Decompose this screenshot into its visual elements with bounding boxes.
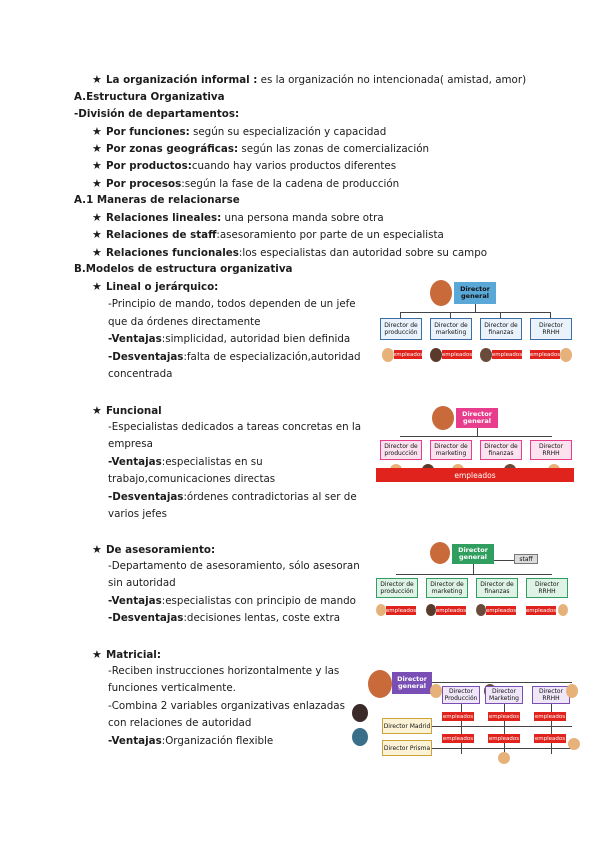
- funcional-desc: empresa: [108, 438, 153, 450]
- department-box: Director de finanzas: [476, 578, 518, 598]
- employees-box: empleados: [488, 713, 520, 720]
- department-box: Director de marketing: [426, 578, 468, 598]
- director-general-box: Director general: [392, 672, 432, 694]
- director-general-box: Director general: [456, 408, 498, 428]
- rel-item: ★ Relaciones funcionales:los especialistas dan autoridad sobre su campo: [92, 246, 488, 259]
- department-box: Director RRHH: [526, 578, 568, 598]
- employees-box: empleados: [525, 607, 557, 614]
- avatar: [476, 604, 486, 616]
- staff-box: staff: [514, 554, 538, 564]
- avatar: [430, 684, 442, 698]
- section-b-heading: B.Modelos de estructura organizativa: [74, 263, 293, 275]
- department-box: Director de finanzas: [480, 440, 522, 460]
- asesor-desc: sin autoridad: [108, 577, 176, 589]
- matricial-desc: con relaciones de autoridad: [108, 717, 252, 729]
- employees-box: empleados: [488, 735, 520, 742]
- avatar: [498, 752, 510, 764]
- rel-item: ★ Relaciones lineales: una persona manda sobre otra: [92, 211, 384, 224]
- lineal-desc: -Principio de mando, todos dependen de un jefe: [108, 298, 356, 310]
- lineal-desventajas: -Desventajas:falta de especialización,autoridad: [108, 351, 361, 363]
- department-box: Director de marketing: [430, 318, 472, 340]
- asesor-ventajas: -Ventajas:especialistas con principio de mando: [108, 595, 356, 607]
- model-asesor-title: ★ De asesoramiento:: [92, 543, 216, 556]
- funcional-desc: -Especialistas dedicados a tareas concretas en la: [108, 421, 362, 433]
- avatar: [480, 348, 492, 362]
- employees-box: empleados: [485, 607, 517, 614]
- funcional-desc: varios jefes: [108, 508, 167, 520]
- avatar: [430, 280, 452, 306]
- employees-box: empleados: [534, 713, 566, 720]
- avatar: [352, 728, 368, 746]
- org-chart-lineal: [372, 278, 572, 370]
- avatar: [426, 604, 436, 616]
- avatar: [430, 542, 450, 564]
- funcional-desventajas: -Desventajas:órdenes contradictorias al ser de: [108, 491, 357, 503]
- dept-item: ★ Por zonas geográficas: según las zonas de comercialización: [92, 142, 430, 155]
- lineal-desc: concentrada: [108, 368, 173, 380]
- org-chart-funcional: [372, 404, 577, 490]
- dept-item: ★ Por productos:cuando hay varios productos diferentes: [92, 159, 397, 172]
- matricial-desc: -Reciben instrucciones horizontalmente y las: [108, 665, 340, 677]
- avatar: [432, 406, 454, 430]
- lineal-ventajas: -Ventajas:simplicidad, autoridad bien definida: [108, 333, 351, 345]
- star-bullet: ★: [92, 73, 102, 86]
- dept-item: ★ Por procesos:según la fase de la cadena de producción: [92, 177, 400, 190]
- avatar: [376, 604, 386, 616]
- model-lineal-title: ★ Lineal o jerárquico:: [92, 280, 219, 293]
- department-box: Director de marketing: [430, 440, 472, 460]
- row-director-box: Director Prisma: [382, 740, 432, 756]
- department-box: Director de producción: [380, 318, 422, 340]
- avatar: [352, 704, 368, 722]
- employees-box: empleados: [392, 351, 424, 358]
- matricial-desc: -Combina 2 variables organizativas enlazadas: [108, 700, 345, 712]
- employees-bar: empleados: [376, 468, 574, 482]
- employees-box: empleados: [534, 735, 566, 742]
- director-general-box: Director general: [452, 544, 494, 564]
- column-director-box: Director Marketing: [485, 686, 523, 704]
- funcional-ventajas: -Ventajas:especialistas en su: [108, 456, 263, 468]
- rel-item: ★ Relaciones de staff:asesoramiento por parte de un especialista: [92, 228, 444, 241]
- director-general-box: Director general: [454, 282, 496, 304]
- employees-box: empleados: [442, 735, 474, 742]
- department-box: Director RRHH: [530, 318, 572, 340]
- lineal-desc: que da órdenes directamente: [108, 316, 261, 328]
- section-a-heading: A.Estructura Organizativa: [74, 91, 225, 103]
- department-box: Director RRHH: [530, 440, 572, 460]
- column-director-box: Director Producción: [442, 686, 480, 704]
- model-funcional-title: ★ Funcional: [92, 404, 162, 417]
- org-chart-asesoramiento: [372, 542, 577, 620]
- employees-box: empleados: [385, 607, 417, 614]
- department-box: Director de producción: [380, 440, 422, 460]
- model-matricial-title: ★ Matricial:: [92, 648, 161, 661]
- employees-box: empleados: [441, 351, 473, 358]
- matricial-desc: funciones verticalmente.: [108, 682, 236, 694]
- avatar: [566, 684, 578, 698]
- avatar: [368, 670, 392, 698]
- section-a1-heading: A.1 Maneras de relacionarse: [74, 194, 240, 206]
- avatar: [560, 348, 572, 362]
- department-box: Director de producción: [376, 578, 418, 598]
- department-box: Director de finanzas: [480, 318, 522, 340]
- funcional-desc: trabajo,comunicaciones directas: [108, 473, 276, 485]
- employees-box: empleados: [529, 351, 561, 358]
- employees-box: empleados: [442, 713, 474, 720]
- intro-line: ★ La organización informal : es la organización no intencionada( amistad, amor): [92, 73, 527, 86]
- avatar: [558, 604, 568, 616]
- dept-item: ★ Por funciones: según su especialización y capacidad: [92, 125, 387, 138]
- asesor-desc: -Departamento de asesoramiento, sólo asesoran: [108, 560, 360, 572]
- row-director-box: Director Madrid: [382, 718, 432, 734]
- org-chart-matricial: [352, 666, 582, 766]
- column-director-box: Director RRHH: [532, 686, 570, 704]
- avatar: [430, 348, 442, 362]
- employees-box: empleados: [435, 607, 467, 614]
- division-heading: -División de departamentos:: [74, 108, 240, 120]
- matricial-ventajas: -Ventajas:Organización flexible: [108, 735, 274, 747]
- employees-box: empleados: [491, 351, 523, 358]
- avatar: [568, 738, 580, 750]
- asesor-desventajas: -Desventajas:decisiones lentas, coste extra: [108, 612, 341, 624]
